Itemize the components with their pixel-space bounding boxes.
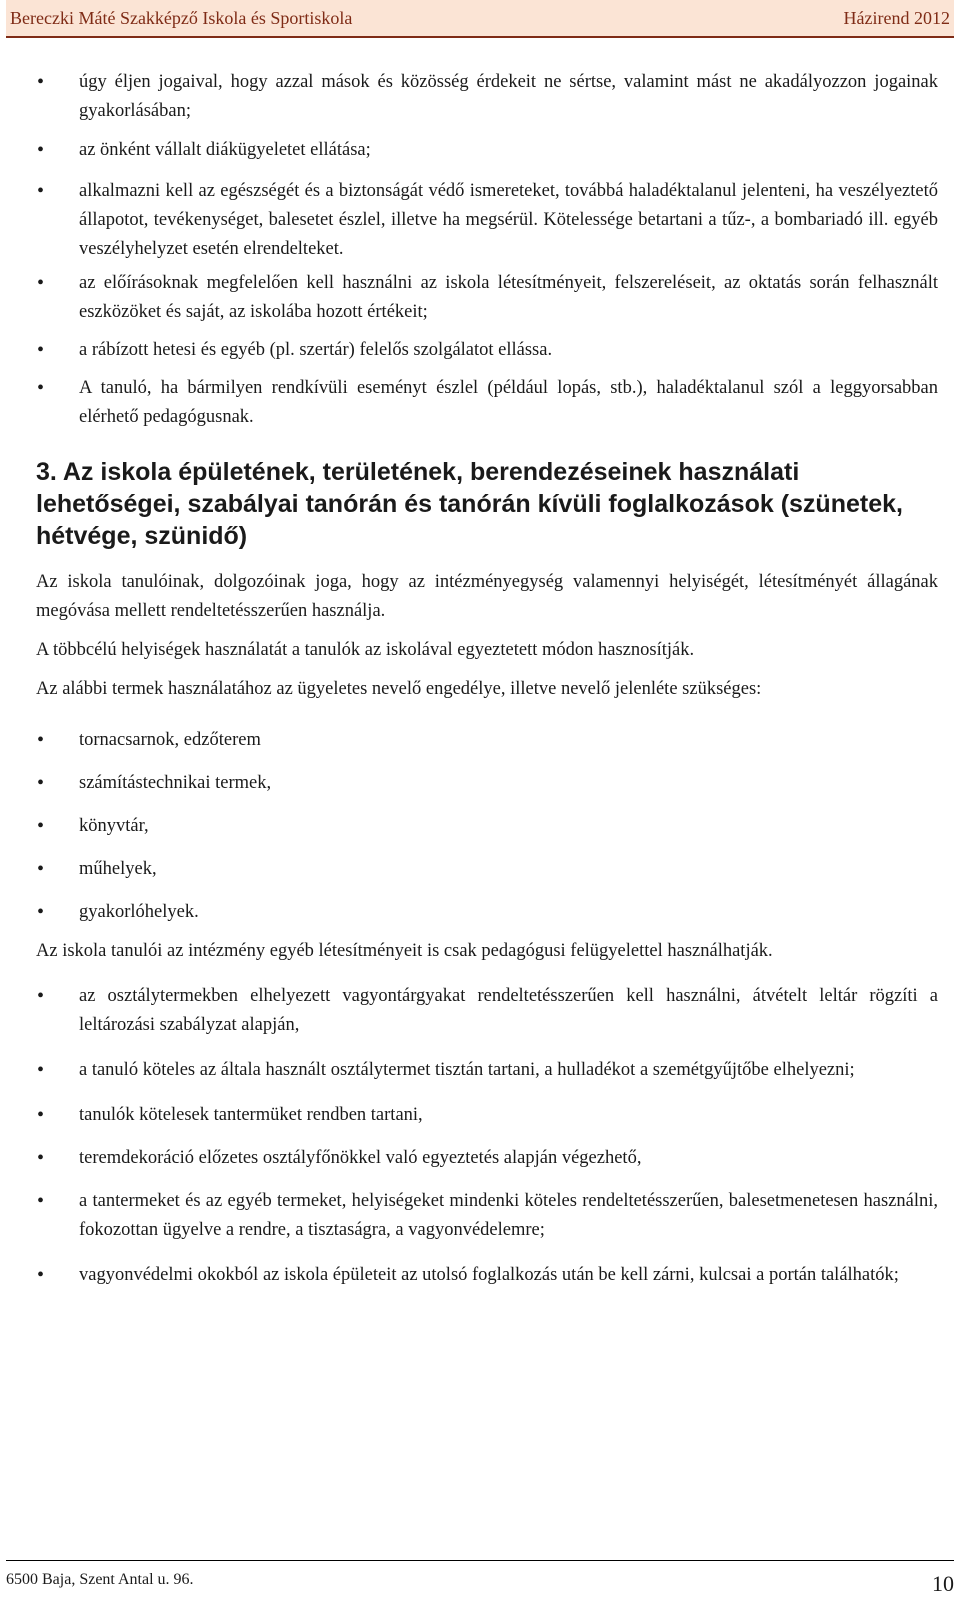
list-item: • úgy éljen jogaival, hogy azzal mások és közösség érdekeit ne sértse, valamint mást ne akadályozzon jogainak gyakorlásában; (36, 68, 938, 126)
list-item: • a rábízott hetesi és egyéb (pl. szertár) felelős szolgálatot ellássa. (36, 336, 938, 365)
section-heading: 3. Az iskola épületének, területének, berendezéseinek használati lehetőségei, szabályai tanórán és tanórán kívüli foglalkozások (szünetek, hétvége, szünidő) (36, 458, 903, 550)
list-item: • vagyonvédelmi okokból az iskola épületeit az utolsó foglalkozás után be kell zárni, kulcsai a portán találhatók; (36, 1261, 938, 1290)
room-usage-rules-list (36, 982, 938, 1290)
list-item: • tornacsarnok, edzőterem (36, 726, 938, 755)
list-item: • alkalmazni kell az egészségét és a biztonságát védő ismereteket, továbbá haladéktalanul jelenteni, ha veszélyeztető állapotot, tevékenységet, balesetet észlel, illetve ha megsérül. Kötelessége betartani a tűz-, a bombariadó ill. egyéb veszélyhelyzet esetén elrendelteket. (36, 177, 938, 264)
supervised-rooms-list (36, 726, 938, 927)
header-document-title: Házirend 2012 (843, 7, 950, 28)
page-content (36, 68, 938, 1290)
list-item: • az előírásoknak megfelelően kell használni az iskola létesítményeit, felszereléseit, az oktatás során felhasznált eszközöket és saját, az iskolába hozott értékeit; (36, 269, 938, 327)
header-school-name: Bereczki Máté Szakképző Iskola és Sportiskola (10, 7, 353, 28)
paragraph: Az iskola tanulói az intézmény egyéb létesítményeit is csak pedagógusi felügyelettel használhatják. (36, 941, 773, 961)
paragraph: A többcélú helyiségek használatát a tanulók az iskolával egyeztetett módon hasznosítják. (36, 640, 695, 660)
list-item: • műhelyek, (36, 855, 938, 884)
list-item: • teremdekoráció előzetes osztályfőnökkel való egyeztetés alapján végezhető, (36, 1144, 938, 1173)
list-item: • a tanuló köteles az általa használt osztálytermet tisztán tartani, a hulladékot a szemétgyűjtőbe elhelyezni; (36, 1056, 938, 1085)
paragraph: Az iskola tanulóinak, dolgozóinak joga, hogy az intézményegység valamennyi helyiségét, létesítményét állagának megóvása mellett rendeltetésszerűen használja. (36, 572, 938, 621)
list-item: • gyakorlóhelyek. (36, 898, 938, 927)
page-number: 10 (932, 1571, 954, 1596)
page-header (6, 0, 954, 38)
page-footer (6, 1560, 954, 1606)
list-item: • a tantermeket és az egyéb termeket, helyiségeket mindenki köteles rendeltetésszerűen, balesetmenetesen használni, fokozottan ügyelve a rendre, a tisztaságra, a vagyonvédelemre; (36, 1187, 938, 1245)
paragraph: Az alábbi termek használatához az ügyeletes nevelő engedélye, illetve nevelő jelenléte szükséges: (36, 679, 762, 699)
list-item: • az osztálytermekben elhelyezett vagyontárgyakat rendeltetésszerűen kell használni, átvételt leltár rögzíti a leltározási szabályzat alapján, (36, 982, 938, 1040)
student-duties-list (36, 68, 938, 432)
list-item: • tanulók kötelesek tantermüket rendben tartani, (36, 1101, 938, 1130)
list-item: • könyvtár, (36, 812, 938, 841)
list-item: • az önként vállalt diákügyeletet ellátása; (36, 136, 938, 165)
footer-address: 6500 Baja, Szent Antal u. 96. (6, 1571, 194, 1588)
list-item: • számítástechnikai termek, (36, 769, 938, 798)
list-item: • A tanuló, ha bármilyen rendkívüli eseményt észlel (például lopás, stb.), haladéktalanul szól a leggyorsabban elérhető pedagógusnak. (36, 374, 938, 432)
